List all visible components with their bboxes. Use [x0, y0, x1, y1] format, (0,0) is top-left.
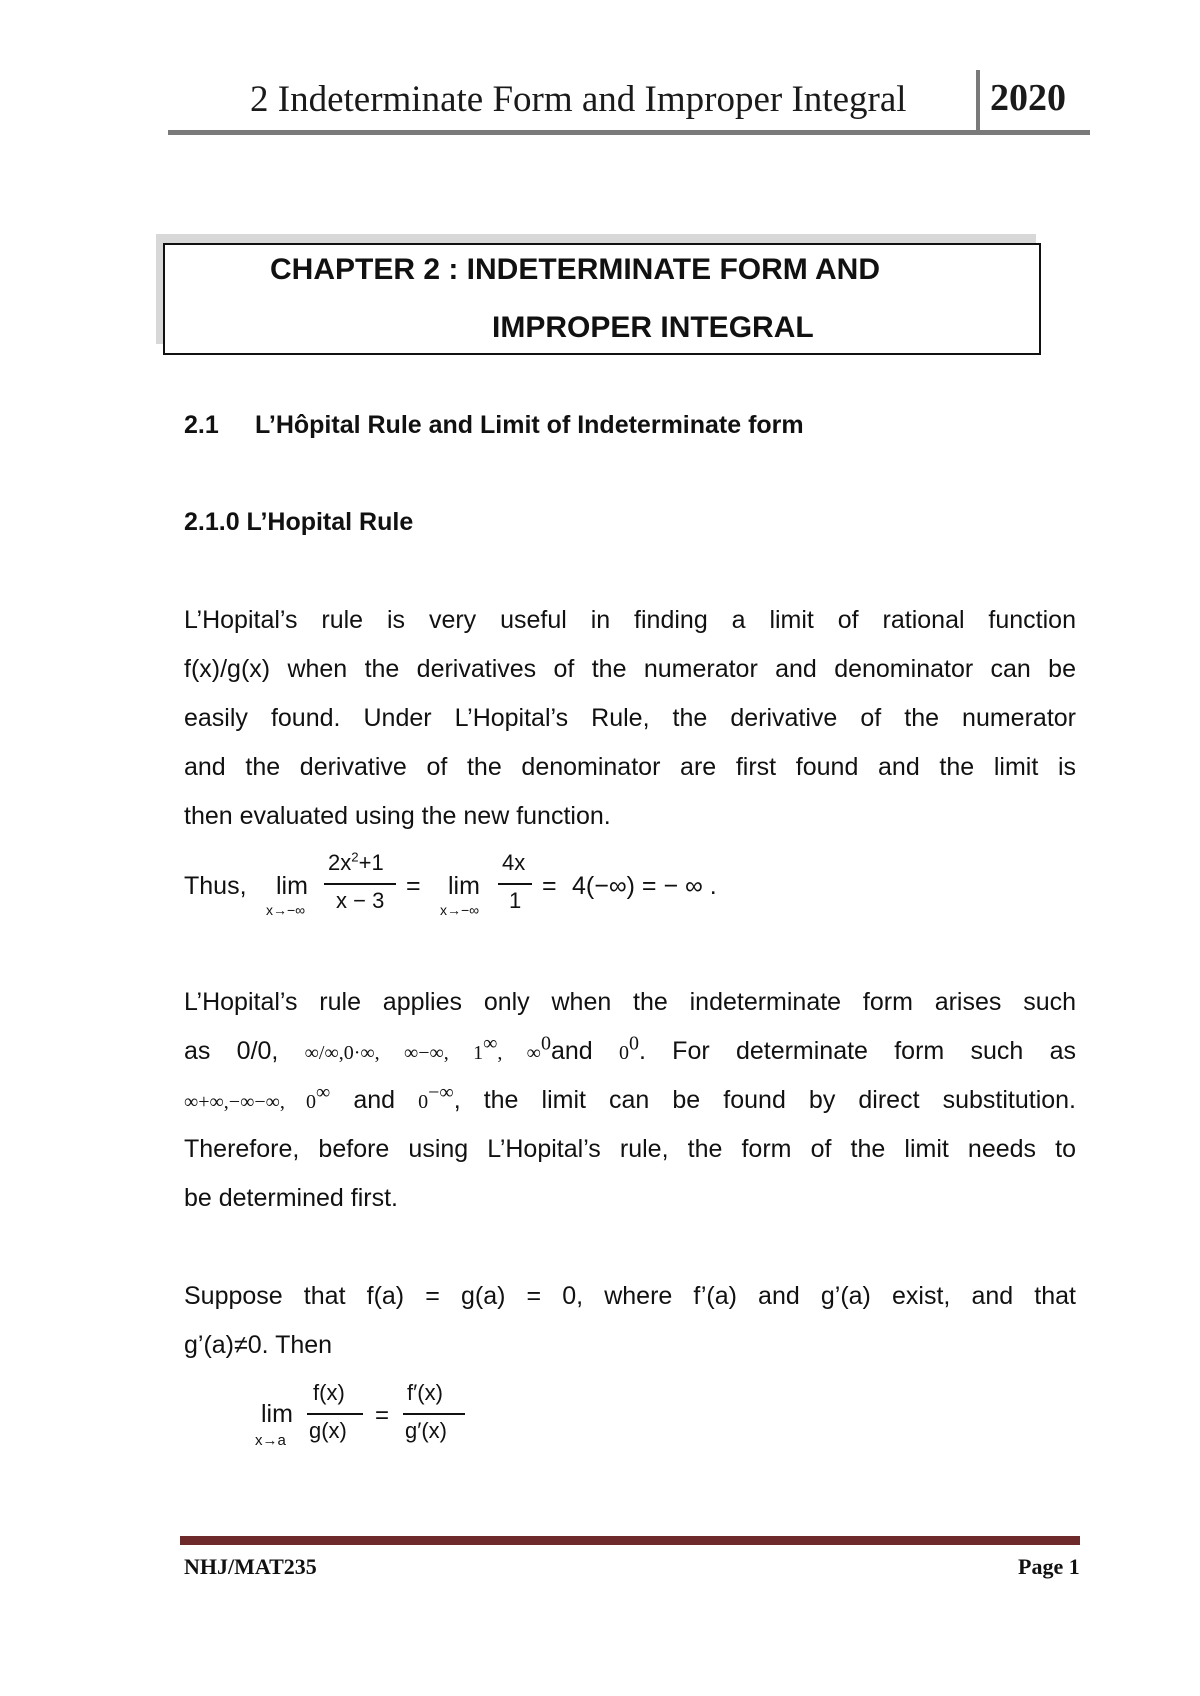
forms-line-1: L’Hopital’s rule applies only when the indeterminate form arises such — [184, 988, 1076, 1016]
section-number: 2.1 — [184, 411, 219, 439]
intro-line-5: then evaluated using the new function. — [184, 802, 611, 830]
footer-course-code: NHJ/MAT235 — [184, 1554, 317, 1579]
lim-subscript: x→−∞ — [440, 902, 480, 918]
fraction-bar — [324, 883, 396, 885]
example-equation — [184, 850, 884, 920]
fraction-bar — [403, 1413, 465, 1415]
forms-line-5: be determined first. — [184, 1184, 398, 1212]
lim-word: lim — [261, 1400, 293, 1428]
chapter-title-line-2: IMPROPER INTEGRAL — [492, 311, 814, 344]
running-header-title: 2 Indeterminate Form and Improper Integral — [250, 79, 907, 120]
example-prefix: Thus, — [184, 872, 247, 900]
intro-line-2: f(x)/g(x) when the derivatives of the numerator and denominator can be — [184, 655, 1076, 683]
equals-sign: = — [542, 872, 557, 900]
fraction-denominator: g(x) — [309, 1418, 347, 1443]
lim-subscript: x→a — [255, 1432, 286, 1449]
lim-word: lim — [448, 872, 480, 900]
subsection-title: 2.1.0 L’Hopital Rule — [184, 508, 414, 536]
fraction-denominator: g′(x) — [405, 1418, 448, 1443]
lim-word: lim — [276, 872, 308, 900]
example-result: 4(−∞) = − ∞ . — [572, 872, 717, 900]
footer-rule — [180, 1536, 1080, 1545]
equals-sign: = — [406, 872, 421, 900]
fraction-numerator: f(x) — [313, 1380, 345, 1405]
suppose-line-2: g’(a)≠0. Then — [184, 1331, 333, 1359]
footer-page-number: Page 1 — [1018, 1554, 1080, 1579]
fraction-numerator: f′(x) — [407, 1380, 443, 1405]
intro-line-3: easily found. Under L’Hopital’s Rule, the derivative of the numerator — [184, 704, 1076, 732]
fraction-numerator: $2x^2+1$ — [328, 849, 384, 875]
suppose-line-1: Suppose that f(a) = g(a) = 0, where f’(a) and g’(a) exist, and that — [184, 1282, 1076, 1310]
forms-line-2: as 0/0, ∞/∞,0·∞, ∞−∞, 1∞, ∞$^0$and $0^0$. For determinate form such as — [184, 1032, 1076, 1065]
fraction-numerator: 4x — [502, 850, 526, 875]
section-title: L’Hôpital Rule and Limit of Indeterminate form — [255, 411, 804, 439]
lim-subscript: x→−∞ — [266, 902, 306, 918]
intro-line-1: L’Hopital’s rule is very useful in finding a limit of rational function — [184, 606, 1076, 634]
fraction-bar — [307, 1413, 363, 1415]
running-header-year: 2020 — [990, 77, 1066, 119]
header-rule — [168, 130, 1090, 135]
forms-line-3: ∞+∞,−∞−∞, 0∞ and 0−∞, the limit can be found by direct substitution. — [184, 1081, 1076, 1114]
intro-line-4: and the derivative of the denominator are first found and the limit is — [184, 753, 1076, 781]
fraction-bar — [498, 883, 532, 885]
header-divider — [976, 70, 980, 132]
forms-line-4: Therefore, before using L’Hopital’s rule, the form of the limit needs to — [184, 1135, 1076, 1163]
equals-sign: = — [375, 1402, 390, 1429]
fraction-denominator: 1 — [509, 888, 522, 913]
chapter-title-line-1: CHAPTER 2 : INDETERMINATE FORM AND — [270, 253, 880, 286]
fraction-denominator: x − 3 — [336, 888, 385, 913]
lhopital-theorem-equation — [255, 1380, 555, 1456]
